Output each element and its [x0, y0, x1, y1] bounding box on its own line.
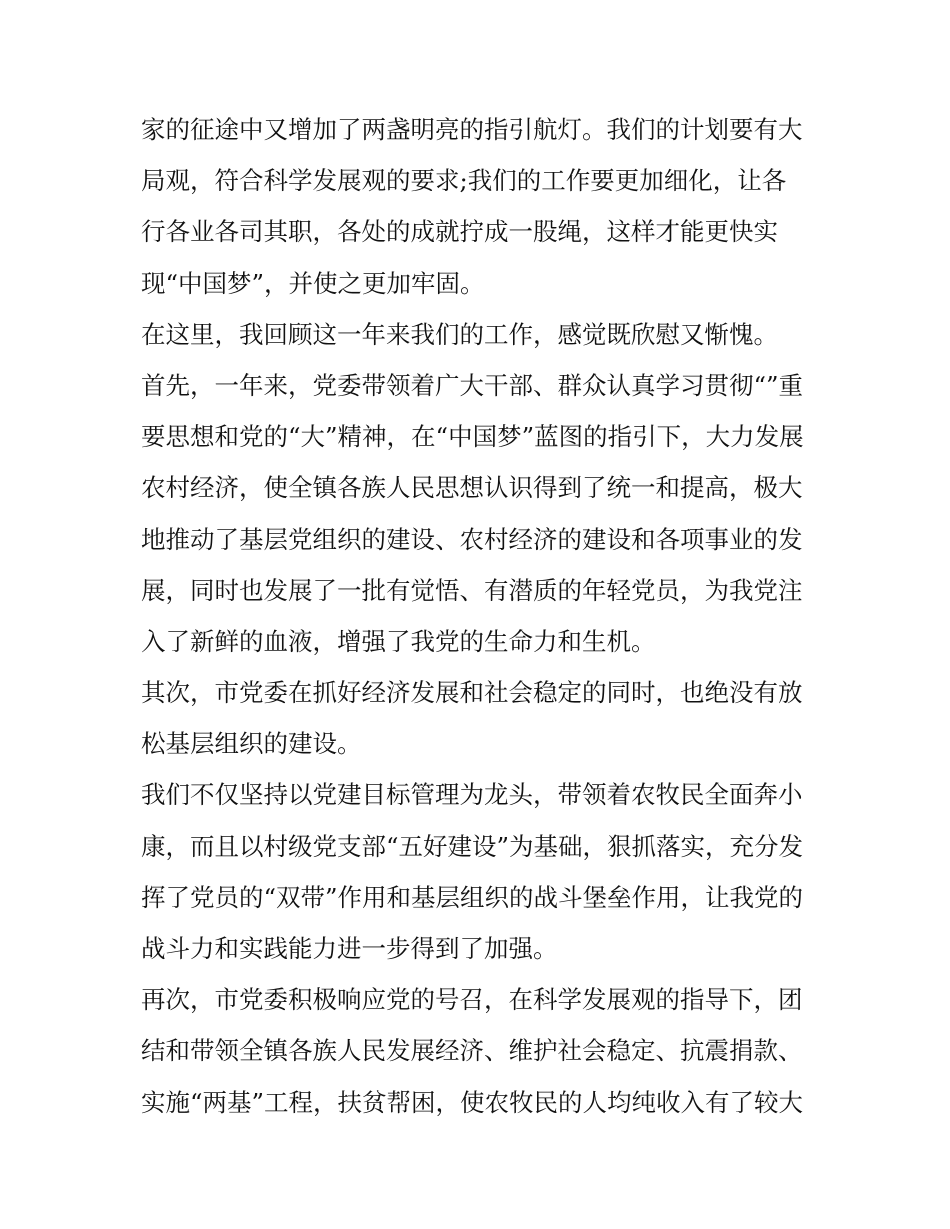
text-line-16: 挥了党员的“双带”作用和基层组织的战斗堡垒作用，让我党的 — [141, 882, 804, 912]
text-line-4: 现“中国梦”，并使之更加牢固。 — [141, 268, 485, 298]
text-line-13: 松基层组织的建设。 — [141, 729, 362, 759]
text-line-1: 家的征途中又增加了两盏明亮的指引航灯。我们的计划要有大 — [141, 115, 803, 144]
text-line-17: 战斗力和实践能力进一步得到了加强。 — [141, 934, 558, 963]
text-line-19: 结和带领全镇各族人民发展经济、维护社会稳定、抗震捐款、 — [141, 1036, 803, 1066]
text-line-8: 农村经济，使全镇各族人民思想认识得到了统一和提高，极大 — [141, 473, 803, 503]
text-line-11: 入了新鲜的血液，增强了我党的生命力和生机。 — [141, 626, 656, 656]
text-line-3: 行各业各司其职，各处的成就拧成一股绳，这样才能更快实 — [141, 217, 778, 247]
text-line-20: 实施“两基”工程，扶贫帮困，使农牧民的人均纯收入有了较大 — [141, 1087, 804, 1117]
text-line-18: 再次，市党委积极响应党的号召，在科学发展观的指导下，团 — [141, 985, 803, 1015]
document-body — [141, 104, 821, 1128]
text-line-15: 康，而且以村级党支部“五好建设”为基础，狠抓落实，充分发 — [141, 831, 804, 861]
text-line-9: 地推动了基层党组织的建设、农村经济的建设和各项事业的发 — [141, 524, 803, 554]
text-line-12: 其次，市党委在抓好经济发展和社会稳定的同时，也绝没有放 — [141, 678, 803, 708]
text-line-14: 我们不仅坚持以党建目标管理为龙头，带领着农牧民全面奔小 — [141, 780, 803, 810]
text-line-7: 要思想和党的“大”精神，在“中国梦”蓝图的指引下，大力发展 — [141, 422, 804, 452]
text-line-2: 局观，符合科学发展观的要求;我们的工作要更加细化，让各 — [141, 166, 787, 196]
text-line-5: 在这里，我回顾这一年来我们的工作，感觉既欣慰又惭愧。 — [141, 319, 778, 349]
text-line-6: 首先，一年来，党委带领着广大干部、群众认真学习贯彻“”重 — [141, 370, 804, 400]
text-line-10: 展，同时也发展了一批有觉悟、有潜质的年轻党员，为我党注 — [141, 575, 803, 605]
